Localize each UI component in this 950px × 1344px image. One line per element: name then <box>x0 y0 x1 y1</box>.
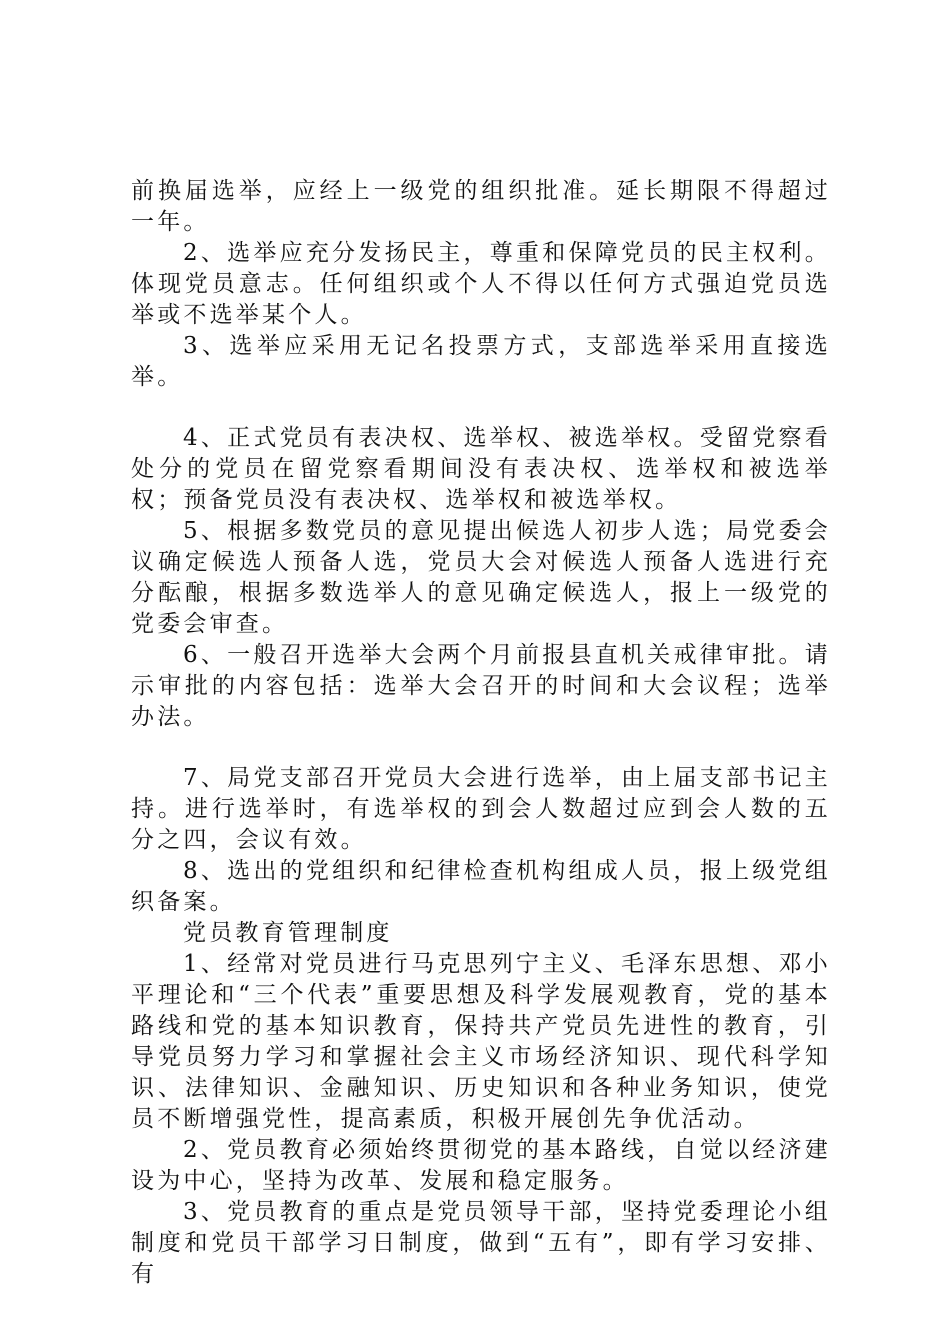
section-heading: 党员教育管理制度 <box>183 920 393 946</box>
paragraph-gap <box>131 393 831 423</box>
paragraph-6: 6、一般召开选举大会两个月前报县直机关戒律审批。请示审批的内容包括：选举大会召开的时间和大会议程；选举办法。 <box>131 642 831 730</box>
paragraph-11: 3、党员教育的重点是党员领导干部，坚持党委理论小组制度和党员干部学习日制度，做到“五有”，即有学习安排、有 <box>131 1199 831 1287</box>
paragraph-gap <box>131 733 831 763</box>
paragraph-10: 2、党员教育必须始终贯彻党的基本路线，自觉以经济建设为中心，坚持为改革、发展和稳定服务。 <box>131 1137 831 1194</box>
paragraph-4: 4、正式党员有表决权、选举权、被选举权。受留党察看处分的党员在留党察看期间没有表决权、选举权和被选举权；预备党员没有表决权、选举权和被选举权。 <box>131 425 831 513</box>
paragraph-7: 7、局党支部召开党员大会进行选举，由上届支部书记主持。进行选举时，有选举权的到会人数超过应到会人数的五分之四，会议有效。 <box>131 765 831 853</box>
paragraph-2: 2、选举应充分发扬民主，尊重和保障党员的民主权利。体现党员意志。任何组织或个人不得以任何方式强迫党员选举或不选举某个人。 <box>131 240 831 328</box>
paragraph-3: 3、选举应采用无记名投票方式，支部选举采用直接选举。 <box>131 333 831 390</box>
paragraph-9: 1、经常对党员进行马克思列宁主义、毛泽东思想、邓小平理论和“三个代表”重要思想及科学发展观教育，党的基本路线和党的基本知识教育，保持共产党员先进性的教育，引导党员努力学习和掌握社会主义市场经济知识、现代科学知识、法律知识、金融知识、历史知识和各种业务知识，使党员不断增强党性，提高素质，积极开展创先争优活动。 <box>131 951 831 1132</box>
paragraph-5: 5、根据多数党员的意见提出候选人初步人选；局党委会议确定候选人预备人选，党员大会对候选人预备人选进行充分酝酿，根据多数选举人的意见确定候选人，报上一级党的党委会审查。 <box>131 518 831 637</box>
paragraph-1: 前换届选举，应经上一级党的组织批准。延长期限不得超过一年。 <box>131 178 831 235</box>
document-page <box>131 176 831 1290</box>
paragraph-8: 8、选出的党组织和纪律检查机构组成人员，报上级党组织备案。 <box>131 858 831 915</box>
